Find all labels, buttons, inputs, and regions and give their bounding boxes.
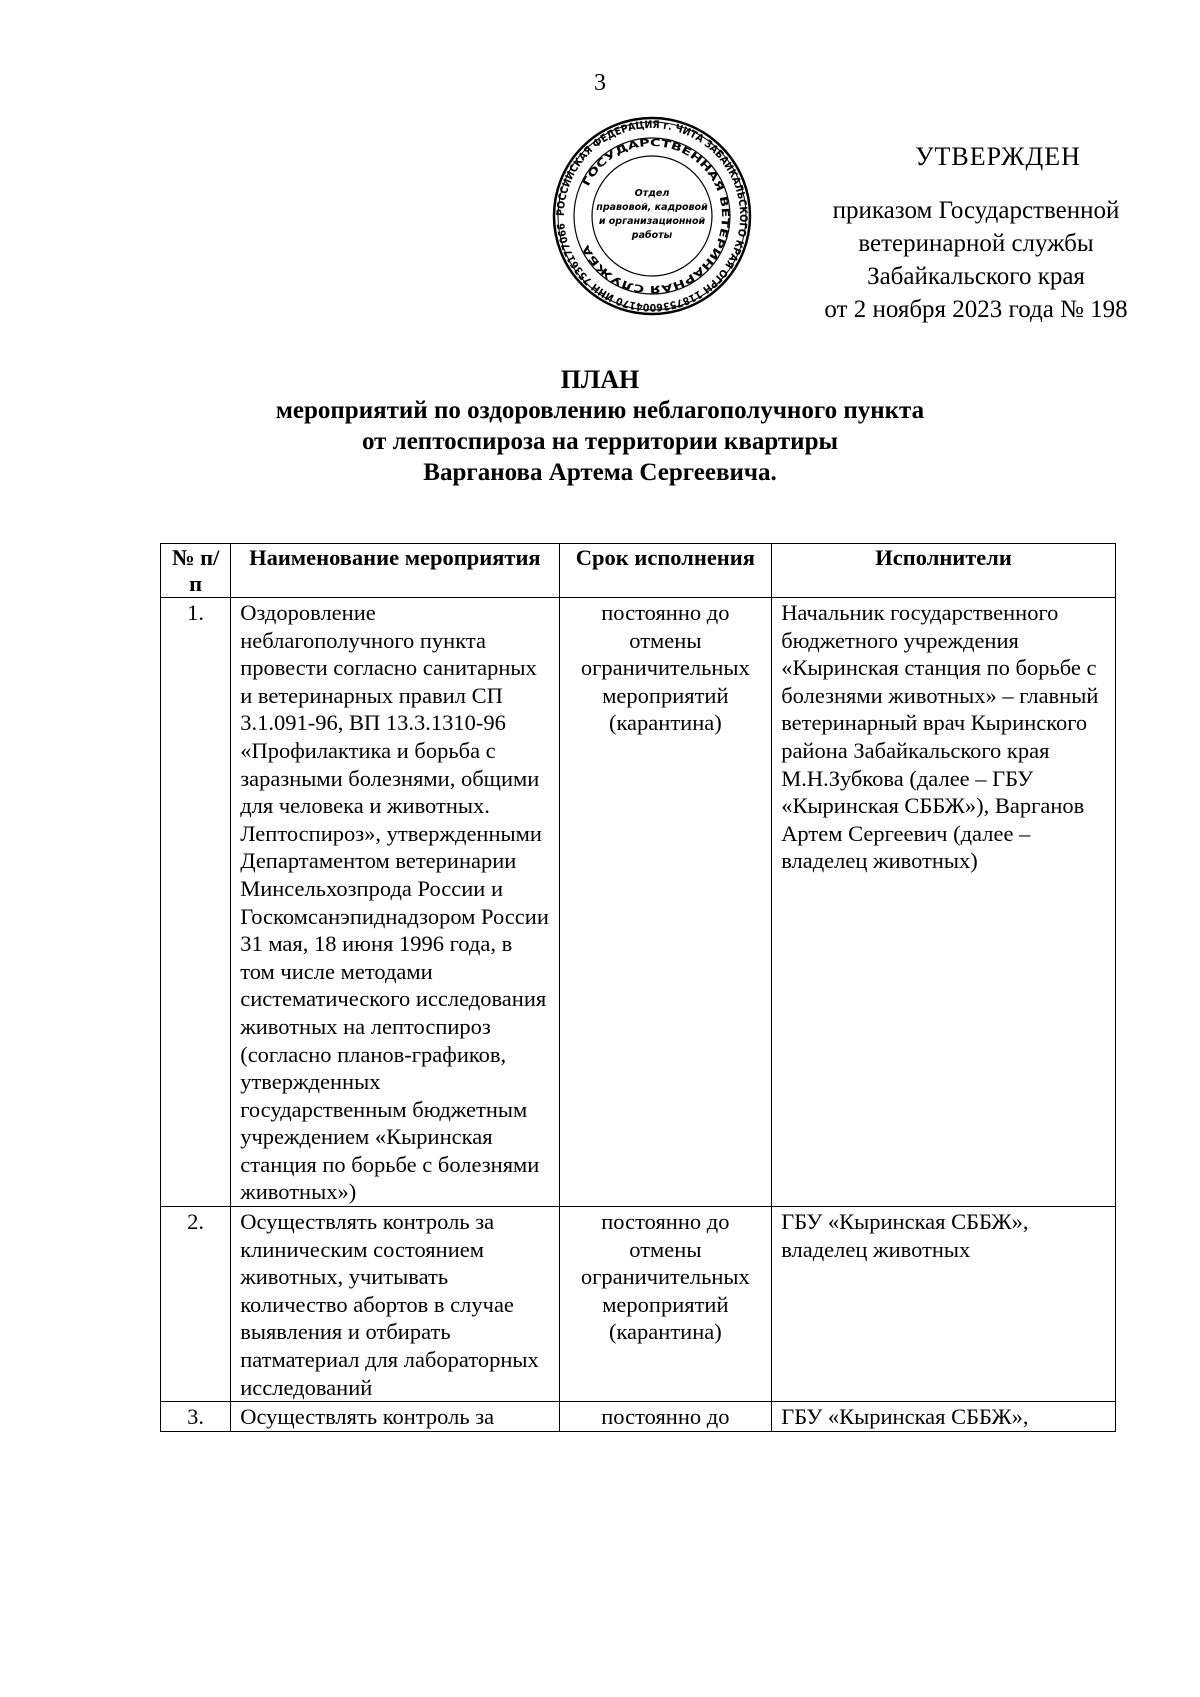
approval-heading: УТВЕРЖДЕН <box>915 142 1081 171</box>
row-deadline: постоянно до <box>559 1402 772 1432</box>
row-activity: Оздоровление неблагополучного пункта провести согласно санитарных и ветеринарных правил СП 3.1.091-96, ВП 13.3.1310-96 «Профилактика и борьба с заразными болезнями, общими для человека и животных. Лептоспироз», утвержденными Департаментом ветеринарии Минсельхозпрода России и Госкомсанэпиднадзором России 31 мая, 18 июня 1996 года, в том числе методами систематического исследования животных на лептоспироз (согласно планов-графиков, утвержденных государственным бюджетным учреждением «Кыринская станция по борьбе с болезнями животных») <box>231 598 559 1207</box>
seal-outer-text: РОССИЙСКАЯ ФЕДЕРАЦИЯ г. ЧИТА ЗАБАЙКАЛЬСКОГО КРАЯ ОГРН 1187536004170 ИНН 7536177066 <box>554 118 750 314</box>
table-row <box>161 1402 1116 1432</box>
row-number: 1. <box>161 598 231 1207</box>
approval-block <box>806 140 1146 326</box>
row-activity: Осуществлять контроль за <box>231 1402 559 1432</box>
header-executors: Исполнители <box>772 544 1116 598</box>
approval-line-2: ветеринарной службы <box>858 230 1094 257</box>
table-row <box>161 1207 1116 1402</box>
header-number: № п/п <box>161 544 231 598</box>
seal-center-line-2: правовой, кадровой <box>596 202 708 213</box>
approval-line-3: Забайкальского края <box>867 263 1085 290</box>
header-activity: Наименование мероприятия <box>231 544 559 598</box>
plan-table <box>160 543 1116 1432</box>
approval-line-4: от 2 ноября 2023 года № 198 <box>824 296 1128 323</box>
seal-center-line-1: Отдел <box>634 188 670 199</box>
seal-center-line-4: работы <box>631 230 673 241</box>
row-activity: Осуществлять контроль за клиническим состоянием животных, учитывать количество абортов в случае выявления и отбирать патматериал для лабораторных исследований <box>231 1207 559 1402</box>
document-title <box>0 364 1200 488</box>
row-executors: ГБУ «Кыринская СББЖ», <box>772 1402 1116 1432</box>
title-line-3: Варганова Артема Сергеевича. <box>423 459 777 486</box>
seal-center-line-3: и организационной <box>598 216 706 227</box>
table-row <box>161 598 1116 1207</box>
row-number: 3. <box>161 1402 231 1432</box>
row-executors: ГБУ «Кыринская СББЖ», владелец животных <box>772 1207 1116 1402</box>
row-deadline: постоянно до отмены ограничительных мероприятий (карантина) <box>559 1207 772 1402</box>
title-line-1: мероприятий по оздоровлению неблагополучного пункта <box>275 397 925 424</box>
seal-middle-text: ГОСУДАРСТВЕННАЯ ВЕТЕРИНАРНАЯ СЛУЖБА <box>581 137 731 295</box>
title-plan: ПЛАН <box>560 365 640 394</box>
page-number: 3 <box>594 70 606 96</box>
header-deadline: Срок исполнения <box>559 544 772 598</box>
official-seal <box>552 116 752 316</box>
row-number: 2. <box>161 1207 231 1402</box>
table-header-row <box>161 544 1116 598</box>
row-executors: Начальник государственного бюджетного учреждения «Кыринская станция по борьбе с болезнями животных» – главный ветеринарный врач Кыринского района Забайкальского края М.Н.Зубкова (далее – ГБУ «Кыринская СББЖ»), Варганов Артем Сергеевич (далее – владелец животных) <box>772 598 1116 1207</box>
row-deadline: постоянно до отмены ограничительных мероприятий (карантина) <box>559 598 772 1207</box>
title-line-2: от лептоспироза на территории квартиры <box>361 428 839 455</box>
approval-line-1: приказом Государственной <box>832 197 1120 224</box>
